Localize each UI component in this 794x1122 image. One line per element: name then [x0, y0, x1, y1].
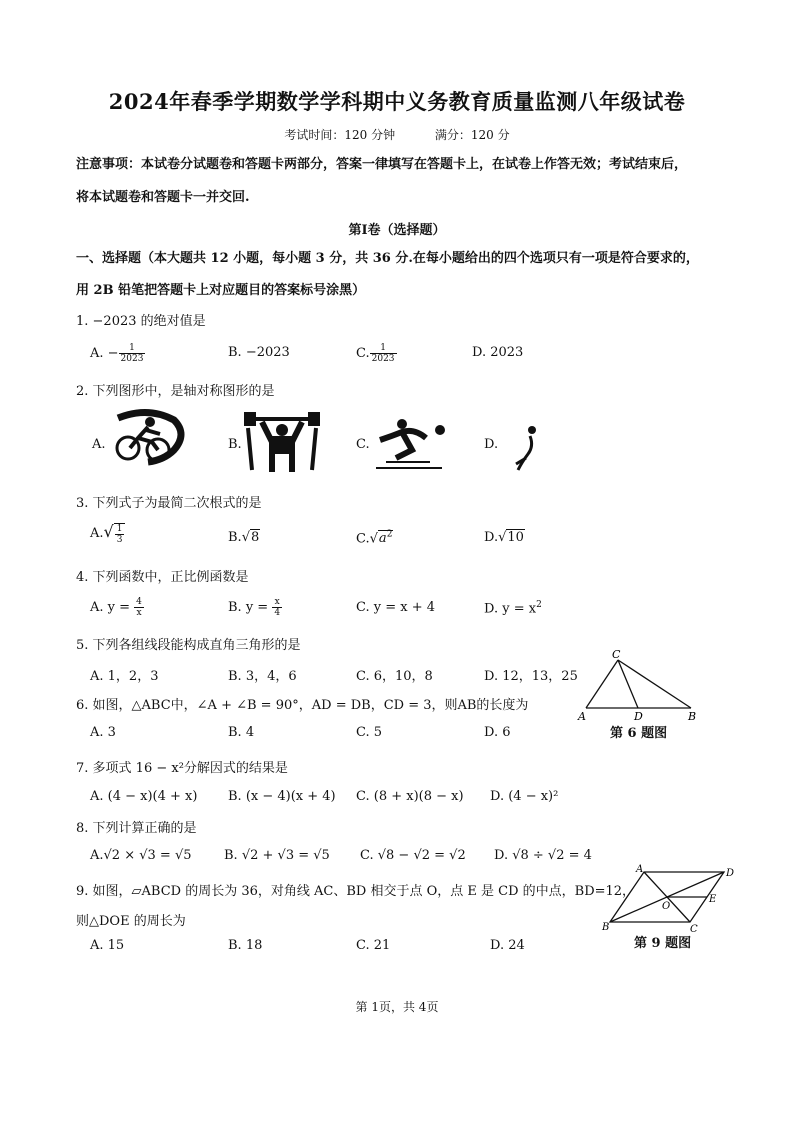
q6-option-b: B. 4 — [228, 725, 255, 740]
q2-option-a: A. — [92, 437, 106, 452]
q7-stem: 7. 多项式 16 − x²分解因式的结果是 — [76, 761, 288, 776]
q2-option-d: D. — [484, 437, 499, 452]
q4-option-d — [484, 600, 542, 616]
volleyball-player-icon — [372, 410, 450, 472]
q9-option-c: C. 21 — [356, 938, 391, 953]
section-title: 第Ⅰ卷（选择题） — [348, 223, 446, 238]
notice-line-2: 将本试题卷和答题卡一并交回. — [76, 190, 250, 205]
q1-a-prefix: A. − — [90, 346, 119, 361]
q7-option-b: B. (x − 4)(x + 4) — [228, 789, 336, 804]
q6-option-a: A. 3 — [90, 725, 116, 740]
q4-option-a — [90, 597, 144, 618]
q9-caption: 第 9 题图 — [634, 936, 692, 951]
exam-meta — [0, 126, 794, 143]
q9-label-o: O — [662, 901, 671, 912]
q3-option-d: D.√10 — [484, 530, 524, 545]
q5-option-c: C. 6，10，8 — [356, 669, 433, 684]
q3-option-a: A.√ $\frac{1}{3}$ — [90, 522, 125, 545]
q4-a-num: 4 — [136, 597, 142, 607]
q9-label-c: C — [690, 924, 698, 935]
q9-stem: 9. 如图，▱ABCD 的周长为 36，对角线 AC、BD 相交于点 O，点 E 是 CD 的中点，BD=12， — [76, 884, 636, 899]
q6-stem: 6. 如图，△ABC中，∠A + ∠B = 90°，AD = DB，CD = 3，则AB的长度为 — [76, 698, 529, 713]
q5-option-b: B. 3，4，6 — [228, 669, 297, 684]
q4-b-num: x — [272, 597, 282, 608]
q2-stem: 2. 下列图形中，是轴对称图形的是 — [76, 384, 275, 399]
q6-label-d: D — [634, 710, 643, 722]
full-score: 满分：120 分 — [434, 128, 510, 142]
q6-label-b: B — [688, 710, 697, 722]
cyclist-icon — [108, 408, 186, 470]
q4-option-b — [228, 597, 282, 618]
q6-option-c: C. 5 — [356, 725, 383, 740]
exam-time: 考试时间：120 分钟 — [284, 128, 396, 142]
q3-c-exponent: 2 — [386, 530, 393, 540]
q8-option-d: D. √8 ÷ √2 = 4 — [494, 848, 592, 863]
q4-a-fraction — [134, 597, 144, 618]
q3-option-b: B.√8 — [228, 530, 260, 545]
q4-a-den: x — [136, 608, 142, 618]
q3-a-fraction — [114, 523, 126, 545]
q1-c-prefix: C. — [356, 346, 370, 361]
q4-option-c: C. y = x + 4 — [356, 600, 436, 615]
part1-instructions-2: 用 2B 铅笔把答题卡上对应题目的答案标号涂黑） — [76, 283, 366, 298]
q4-b-den: 4 — [274, 608, 281, 618]
q5-option-d: D. 12，13，25 — [484, 669, 578, 684]
q5-stem: 5. 下列各组线段能构成直角三角形的是 — [76, 638, 301, 653]
q3-c-prefix: C. — [356, 531, 370, 547]
q9-label-a: A — [636, 864, 644, 875]
q7-option-c: C. (8 + x)(8 − x) — [356, 789, 464, 804]
q8-option-b: B. √2 + √3 = √5 — [224, 848, 330, 863]
q4-stem: 4. 下列函数中，正比例函数是 — [76, 570, 249, 585]
q3-b-prefix: B. — [228, 530, 242, 545]
q2-option-c: C. — [356, 437, 370, 452]
q9-parallelogram-figure — [600, 864, 740, 936]
weightlifter-icon — [242, 408, 322, 474]
q4-b-fraction — [272, 597, 282, 618]
q1-option-d: D. 2023 — [472, 345, 524, 360]
q1-option-b: B. −2023 — [228, 345, 290, 360]
q6-triangle-figure — [576, 650, 706, 722]
exam-title: 2024年春季学期数学学科期中义务教育质量监测八年级试卷 — [108, 89, 686, 114]
q1-c-den: 2023 — [371, 354, 395, 364]
q3-stem: 3. 下列式子为最简二次根式的是 — [76, 496, 262, 511]
q1-option-c — [356, 343, 397, 364]
q4-d-exponent: 2 — [536, 600, 542, 610]
q2-option-b: B. — [228, 437, 242, 452]
q6-label-c: C — [612, 650, 621, 661]
q6-label-a: A — [578, 710, 586, 722]
q3-a-prefix: A. — [90, 526, 104, 541]
q3-d-radicand: 10 — [507, 530, 524, 545]
q4-d-base: D. y = x — [484, 601, 537, 617]
q1-a-num: 1 — [119, 343, 146, 354]
q3-d-prefix: D. — [484, 530, 499, 545]
q1-option-a — [90, 343, 145, 364]
q3-a-den: 3 — [116, 534, 123, 545]
q7-option-d: D. (4 − x)² — [490, 789, 559, 804]
q3-option-c: $C.√a^2$ — [356, 530, 393, 547]
q3-a-num: 1 — [116, 523, 123, 534]
q3-c-radicand: a — [378, 531, 387, 547]
part1-instructions-1: 一、选择题（本大题共 12 小题，每小题 3 分，共 36 分.在每小题给出的四个选项只有一项是符合要求的， — [76, 251, 699, 266]
q9-label-e: E — [709, 894, 717, 905]
page-footer: 第 1页，共 4页 — [355, 1000, 439, 1014]
q8-option-c: C. √8 − √2 = √2 — [360, 848, 466, 863]
q7-option-a: A. (4 − x)(4 + x) — [90, 789, 198, 804]
q9-label-b: B — [602, 922, 610, 933]
q6-caption: 第 6 题图 — [610, 726, 668, 741]
q1-a-den: 2023 — [120, 354, 144, 364]
q9-option-d: D. 24 — [490, 938, 525, 953]
q4-b-prefix: B. y = — [228, 600, 269, 615]
runner-icon — [512, 424, 542, 474]
q8-stem: 8. 下列计算正确的是 — [76, 821, 197, 836]
q1-c-fraction — [370, 343, 397, 364]
q5-option-a: A. 1，2，3 — [90, 669, 159, 684]
q9-stem-2: 则△DOE 的周长为 — [76, 914, 186, 929]
q9-label-d: D — [726, 868, 735, 879]
q4-a-prefix: A. y = — [90, 600, 131, 615]
q8-option-a: A.√2 × √3 = √5 — [90, 848, 192, 863]
q3-b-radicand: 8 — [250, 530, 260, 545]
q1-a-fraction — [119, 343, 146, 364]
q1-c-num: 1 — [370, 343, 397, 354]
q1-stem: 1. −2023 的绝对值是 — [76, 314, 206, 329]
q9-option-b: B. 18 — [228, 938, 263, 953]
q6-option-d: D. 6 — [484, 725, 511, 740]
notice-line-1: 注意事项：本试卷分试题卷和答题卡两部分，答案一律填写在答题卡上，在试卷上作答无效；考试结束后， — [76, 157, 688, 172]
q9-option-a: A. 15 — [90, 938, 125, 953]
